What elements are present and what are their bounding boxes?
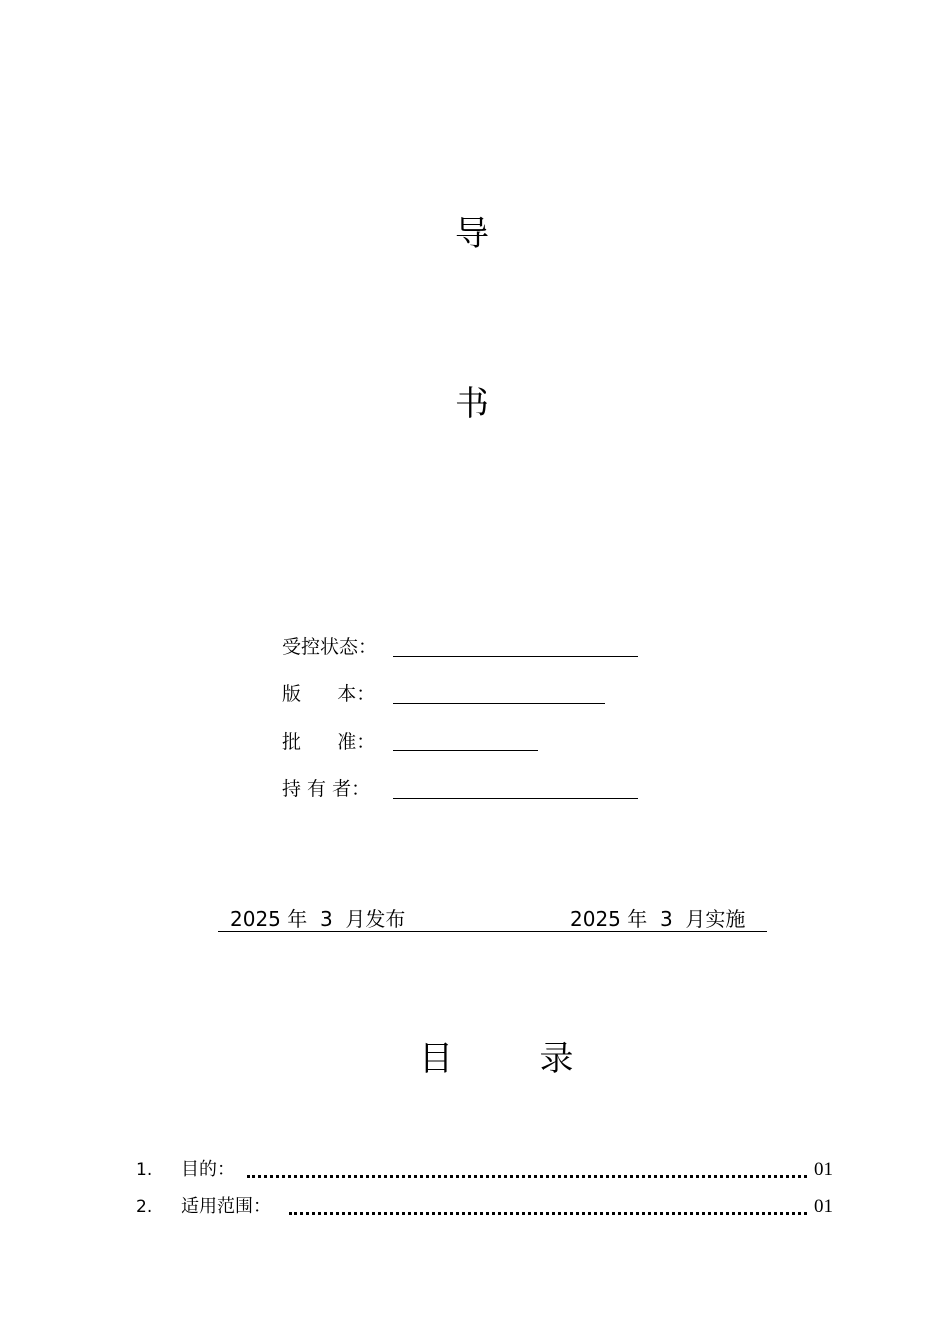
toc-entry-number: 2.	[136, 1197, 153, 1217]
field-blank-holder	[393, 798, 638, 799]
toc-entry-page: 01	[814, 1159, 833, 1180]
toc-entry-page: 01	[814, 1196, 833, 1217]
dates-row	[218, 901, 767, 932]
toc-entry-label: 目的：	[181, 1159, 235, 1180]
cover-title-char-2: 书	[455, 384, 489, 424]
toc-title: 目 录	[419, 1039, 574, 1079]
effective-date: 2025 年 3 月实施	[570, 907, 746, 931]
toc-entry-leader	[289, 1212, 807, 1215]
toc-entry-number: 1.	[136, 1160, 153, 1180]
field-blank-control-status	[393, 656, 638, 657]
field-label-holder: 持 有 者：	[282, 778, 371, 800]
field-label-version: 版 本：	[282, 683, 376, 705]
field-label-approval: 批 准：	[282, 731, 376, 753]
toc-entry-label: 适用范围：	[181, 1196, 271, 1217]
field-label-control-status: 受控状态：	[282, 636, 378, 658]
issue-date: 2025 年 3 月发布	[230, 907, 406, 931]
field-blank-version	[393, 703, 605, 704]
cover-title-char-1: 导	[455, 214, 489, 254]
toc-entry-leader	[247, 1175, 807, 1178]
field-blank-approval	[393, 750, 538, 751]
